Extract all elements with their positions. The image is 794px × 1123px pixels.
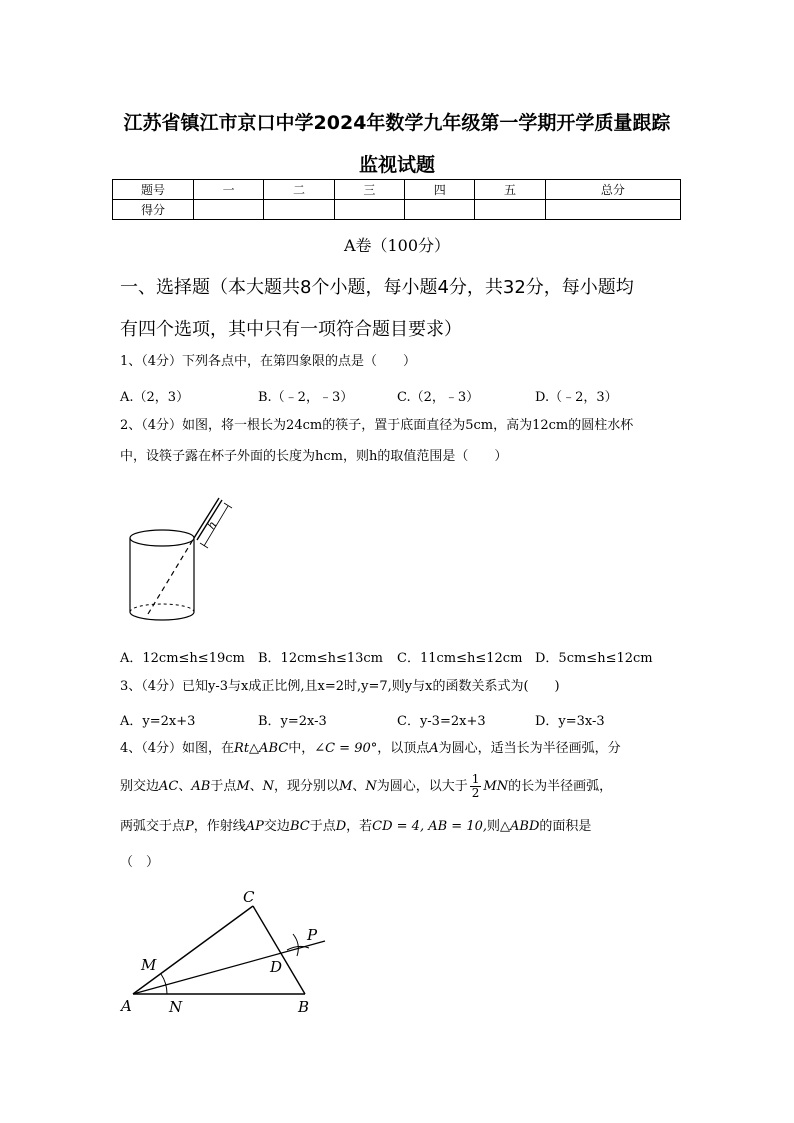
cylinder-bottom-front-arc [130, 612, 194, 620]
label-a: A [121, 997, 132, 1015]
label-b: B [298, 998, 310, 1016]
fraction-denominator: 2 [471, 786, 480, 800]
volume-label: A卷（100分） [343, 236, 451, 255]
cylinder-bottom-back-arc [130, 604, 194, 612]
q3-stem: 3、（4分）已知y-3与x成正比例,且x=2时,y=7,则y与x的函数关系式为( ) [120, 679, 560, 694]
q1-option-c: C.（2，﹣3） [397, 390, 480, 405]
q1-option-a: A.（2，3） [120, 390, 190, 405]
label-d: D [270, 958, 283, 976]
score-cell [334, 200, 404, 220]
q4-text: 别交边 [120, 779, 160, 794]
q4-text: 为圆心，适当长为半径画弧，分 [438, 741, 621, 756]
label-m: M [141, 956, 157, 974]
q4-stem-line1 [120, 741, 621, 757]
score-header-cell: 总分 [545, 180, 680, 200]
q4-text: 、 [352, 779, 366, 794]
score-cell [264, 200, 334, 220]
q3-option-c: C．y-3=2x+3 [397, 714, 486, 729]
q4-math: N [365, 779, 377, 794]
section1-heading-line1: 一、选择题（本大题共8个小题，每小题4分，共32分，每小题均 [120, 277, 634, 298]
h-dimension-tick [224, 503, 232, 508]
score-header-cell: 二 [264, 180, 334, 200]
q4-math: AB [191, 779, 211, 794]
doc-title-line2: 监视试题 [358, 154, 435, 176]
q4-stem-line3 [120, 819, 591, 835]
score-header-cell: 四 [405, 180, 475, 200]
q4-answer-bracket: （ ） [120, 855, 160, 870]
cylinder-top-ellipse [130, 530, 194, 546]
q4-math: BC [289, 819, 310, 834]
q3-option-d: D．y=3x-3 [535, 714, 605, 729]
q4-text: 两弧交于点 [120, 819, 186, 834]
q2-option-a: A．12cm≤h≤19cm [120, 651, 245, 666]
label-n: N [169, 998, 183, 1016]
q4-text: 、 [249, 779, 263, 794]
q1-option-b: B.（﹣2，﹣3） [258, 390, 354, 405]
q4-math: M [339, 779, 353, 794]
q1-option-d: D.（﹣2，3） [535, 390, 618, 405]
q4-text: 的长为半径画弧， [508, 779, 613, 794]
q4-text: 的面积是 [539, 819, 592, 834]
score-table-header-row [113, 180, 681, 200]
q4-math: P [185, 819, 194, 834]
q4-math: CD = 4, AB = 10, [372, 819, 487, 834]
fraction-numerator: 1 [471, 772, 480, 786]
arc-p1 [293, 934, 298, 956]
q2-option-c: C．11cm≤h≤12cm [397, 651, 523, 666]
q3-option-a: A．y=2x+3 [120, 714, 196, 729]
section1-heading-line2: 有四个选项，其中只有一项符合题目要求） [120, 319, 462, 340]
q2-stem-line2: 中，设筷子露在杯子外面的长度为hcm，则h的取值范围是（ ） [120, 449, 508, 464]
q4-math: N [262, 779, 275, 794]
q4-math: A [429, 741, 439, 756]
q4-text: ，现分别以 [274, 779, 340, 794]
q4-stem-line2 [120, 773, 612, 800]
q4-math: D [335, 819, 347, 834]
label-p: P [307, 926, 318, 944]
q4-text: 则 [487, 819, 501, 834]
score-header-cell: 三 [334, 180, 404, 200]
q3-option-b: B．y=2x-3 [258, 714, 327, 729]
q4-text: 中， [288, 741, 315, 756]
h-label: h [204, 518, 220, 532]
chopstick-inside [148, 538, 194, 614]
score-header-cell: 五 [475, 180, 545, 200]
q2-option-b: B．12cm≤h≤13cm [258, 651, 384, 666]
score-cell [405, 200, 475, 220]
score-cell [545, 200, 680, 220]
q4-text: ，以顶点 [377, 741, 430, 756]
q4-math: AC [159, 779, 179, 794]
h-dimension-tick [200, 543, 208, 548]
q1-stem: 1、（4分）下列各点中，在第四象限的点是（ ） [120, 354, 417, 369]
q4-text: 交边 [263, 819, 290, 834]
segment-bc [253, 906, 305, 994]
q4-math: △ABD [500, 819, 540, 834]
score-header-cell: 题号 [113, 180, 194, 200]
q4-math: MN [483, 779, 509, 794]
q4-math: AP [245, 819, 264, 834]
segment-ac [133, 906, 253, 994]
q4-text: ，作射线 [193, 819, 246, 834]
q4-text: 、 [178, 779, 192, 794]
ray-ap [133, 941, 325, 994]
score-cell [475, 200, 545, 220]
score-cell [194, 200, 264, 220]
q4-text: 为圆心，以大于 [376, 779, 468, 794]
fraction-one-half [470, 773, 482, 800]
score-row-label: 得分 [113, 200, 194, 220]
score-table-score-row [113, 200, 681, 220]
q4-math: ∠C = 90° [314, 741, 378, 756]
q4-text: 于点 [309, 819, 336, 834]
arc-mn [161, 974, 167, 994]
q4-text: ，若 [346, 819, 373, 834]
label-c: C [243, 888, 255, 906]
q4-text: 于点 [210, 779, 237, 794]
q2-stem-line1: 2、（4分）如图，将一根长为24cm的筷子，置于底面直径为5cm，高为12cm的圆柱水杯 [120, 418, 634, 433]
triangle-abc-figure [115, 888, 340, 1018]
q4-math: Rt△ABC [234, 741, 289, 756]
score-header-cell: 一 [194, 180, 264, 200]
score-table [112, 179, 681, 220]
q4-math: M [236, 779, 250, 794]
doc-title-line1: 江苏省镇江市京口中学2024年数学九年级第一学期开学质量跟踪 [123, 112, 671, 134]
q2-option-d: D．5cm≤h≤12cm [535, 651, 653, 666]
q4-text: 4、（4分）如图，在 [120, 741, 235, 756]
cylinder-chopstick-figure [120, 490, 240, 630]
